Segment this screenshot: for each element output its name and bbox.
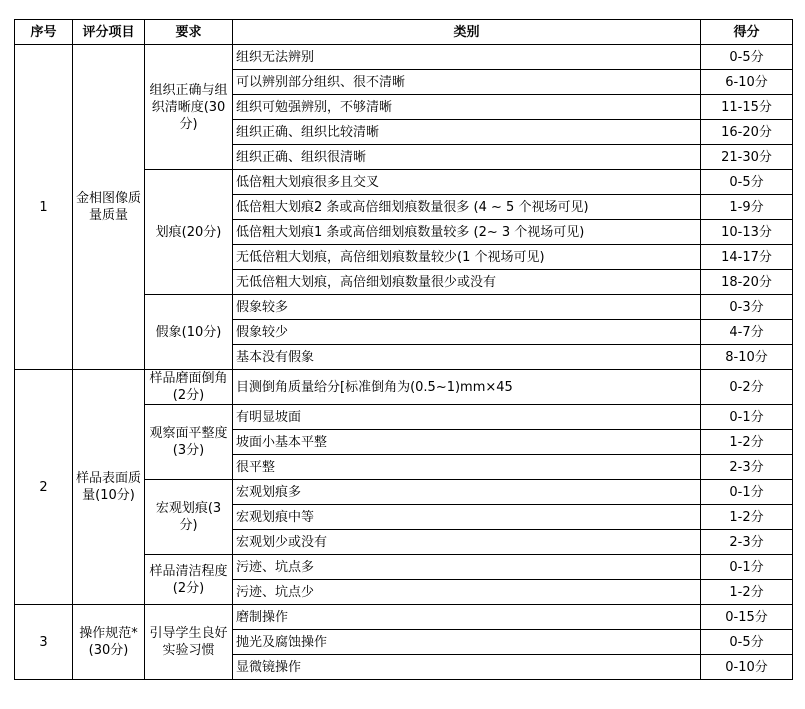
score-cell: 0-5分 — [701, 630, 793, 655]
category-cell: 宏观划痕中等 — [233, 505, 701, 530]
score-cell: 1-2分 — [701, 505, 793, 530]
score-cell: 4-7分 — [701, 320, 793, 345]
group-requirement: 组织正确与组织清晰度(30分) — [145, 45, 233, 170]
section-seq: 1 — [15, 45, 73, 370]
score-cell: 0-1分 — [701, 480, 793, 505]
category-cell: 抛光及腐蚀操作 — [233, 630, 701, 655]
score-cell: 0-10分 — [701, 655, 793, 680]
table-row — [15, 45, 793, 70]
category-cell: 低倍粗大划痕很多且交叉 — [233, 170, 701, 195]
group-requirement: 样品磨面倒角(2分) — [145, 370, 233, 405]
score-cell: 10-13分 — [701, 220, 793, 245]
score-cell: 16-20分 — [701, 120, 793, 145]
score-cell: 6-10分 — [701, 70, 793, 95]
score-cell: 11-15分 — [701, 95, 793, 120]
group-requirement: 宏观划痕(3分) — [145, 480, 233, 555]
category-cell: 低倍粗大划痕1 条或高倍细划痕数量较多 (2~ 3 个视场可见) — [233, 220, 701, 245]
category-cell: 可以辨别部分组织、很不清晰 — [233, 70, 701, 95]
category-cell: 显微镜操作 — [233, 655, 701, 680]
category-cell: 无低倍粗大划痕，高倍细划痕数量较少(1 个视场可见) — [233, 245, 701, 270]
table-row — [15, 370, 793, 405]
score-cell: 18-20分 — [701, 270, 793, 295]
header-seq: 序号 — [15, 20, 73, 45]
score-cell: 21-30分 — [701, 145, 793, 170]
score-cell: 1-2分 — [701, 580, 793, 605]
category-cell: 污迹、坑点多 — [233, 555, 701, 580]
section-seq: 2 — [15, 370, 73, 605]
header-score: 得分 — [701, 20, 793, 45]
category-cell: 低倍粗大划痕2 条或高倍细划痕数量很多 (4 ~ 5 个视场可见) — [233, 195, 701, 220]
category-cell: 无低倍粗大划痕，高倍细划痕数量很少或没有 — [233, 270, 701, 295]
score-cell: 0-3分 — [701, 295, 793, 320]
header-category: 类别 — [233, 20, 701, 45]
score-cell: 2-3分 — [701, 455, 793, 480]
section-item: 操作规范*(30分) — [73, 605, 145, 680]
score-cell: 0-2分 — [701, 370, 793, 405]
scoring-table — [14, 19, 793, 680]
category-cell: 假象较少 — [233, 320, 701, 345]
category-cell: 宏观划少或没有 — [233, 530, 701, 555]
category-cell: 很平整 — [233, 455, 701, 480]
category-cell: 组织正确、组织很清晰 — [233, 145, 701, 170]
group-requirement: 引导学生良好实验习惯 — [145, 605, 233, 680]
category-cell: 组织正确、组织比较清晰 — [233, 120, 701, 145]
category-cell: 污迹、坑点少 — [233, 580, 701, 605]
group-requirement: 样品清洁程度(2分) — [145, 555, 233, 605]
table-row — [15, 605, 793, 630]
category-cell: 假象较多 — [233, 295, 701, 320]
header-req: 要求 — [145, 20, 233, 45]
category-cell: 宏观划痕多 — [233, 480, 701, 505]
category-cell: 目测倒角质量给分[标准倒角为(0.5~1)mm×45 — [233, 370, 701, 405]
group-requirement: 观察面平整度(3分) — [145, 405, 233, 480]
group-requirement: 假象(10分) — [145, 295, 233, 370]
category-cell: 组织无法辨别 — [233, 45, 701, 70]
score-cell: 0-5分 — [701, 170, 793, 195]
header-item: 评分项目 — [73, 20, 145, 45]
score-cell: 0-1分 — [701, 405, 793, 430]
score-cell: 0-5分 — [701, 45, 793, 70]
category-cell: 坡面小基本平整 — [233, 430, 701, 455]
score-cell: 14-17分 — [701, 245, 793, 270]
category-cell: 组织可勉强辨别，不够清晰 — [233, 95, 701, 120]
score-cell: 0-15分 — [701, 605, 793, 630]
score-cell: 2-3分 — [701, 530, 793, 555]
score-cell: 1-9分 — [701, 195, 793, 220]
category-cell: 磨制操作 — [233, 605, 701, 630]
category-cell: 基本没有假象 — [233, 345, 701, 370]
category-cell: 有明显坡面 — [233, 405, 701, 430]
section-item: 金相图像质 量质量 — [73, 45, 145, 370]
group-requirement: 划痕(20分) — [145, 170, 233, 295]
section-seq: 3 — [15, 605, 73, 680]
section-item: 样品表面质 量(10分) — [73, 370, 145, 605]
score-cell: 1-2分 — [701, 430, 793, 455]
score-cell: 8-10分 — [701, 345, 793, 370]
score-cell: 0-1分 — [701, 555, 793, 580]
header-row — [15, 20, 793, 45]
